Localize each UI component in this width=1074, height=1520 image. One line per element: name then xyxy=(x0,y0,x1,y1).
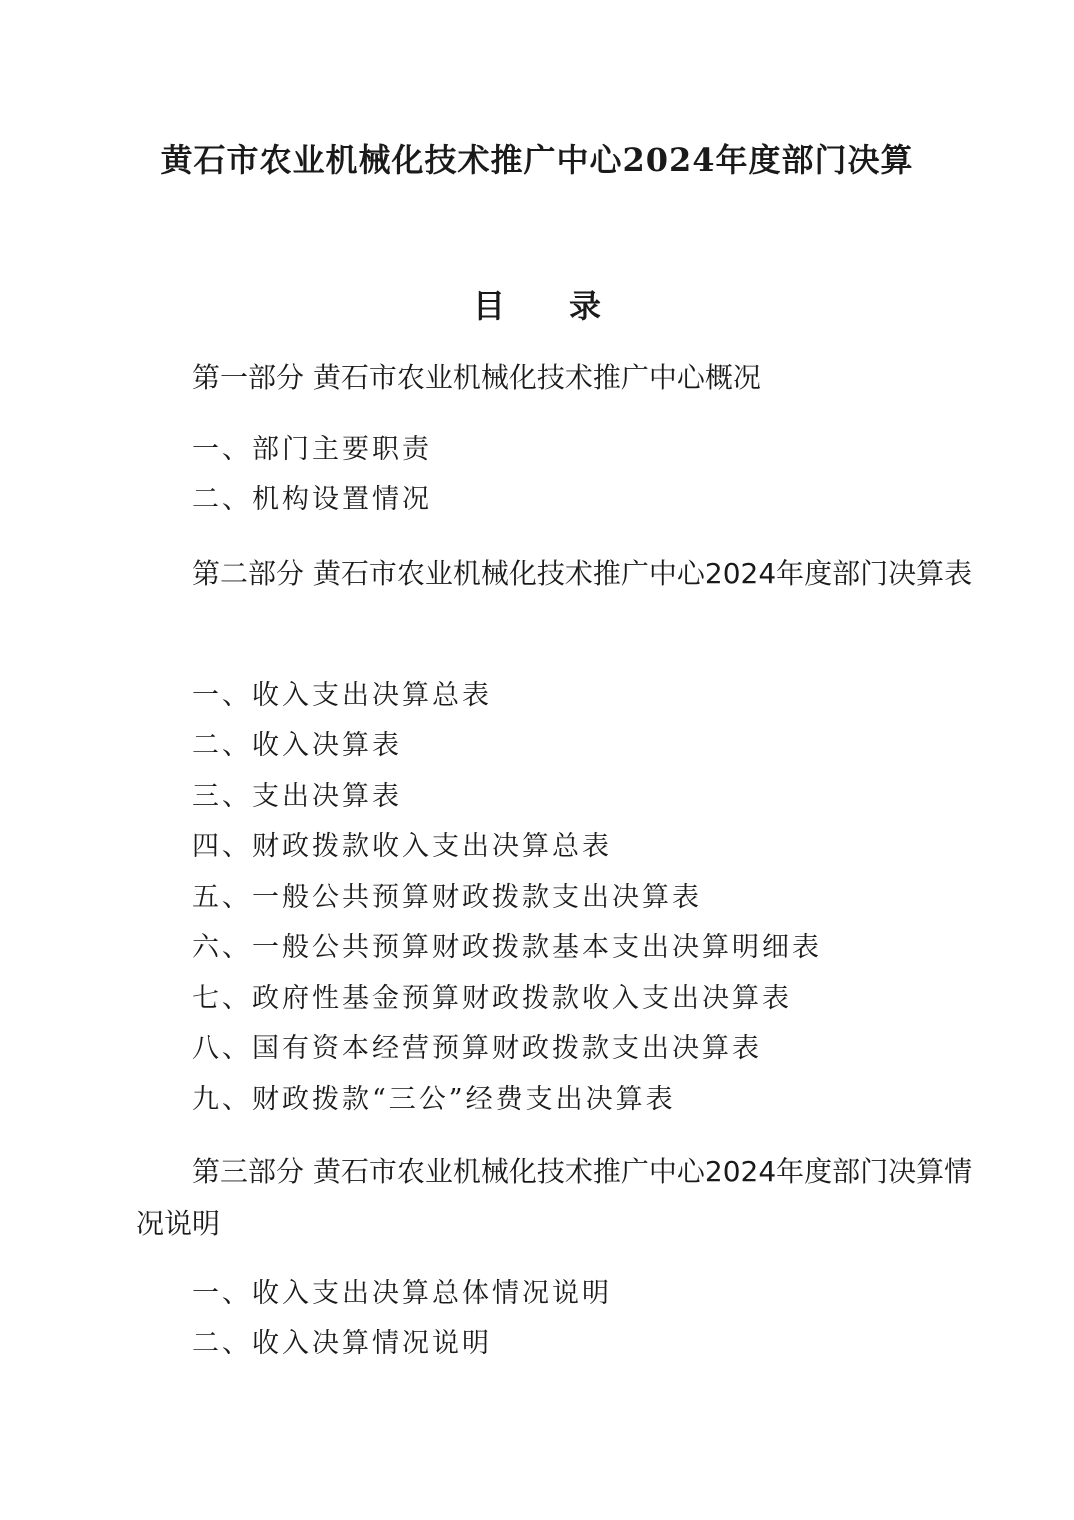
toc-heading xyxy=(0,282,1074,330)
toc-heading-left: 目 xyxy=(472,287,505,325)
toc-item: 一、收入支出决算总表 xyxy=(192,680,492,711)
toc-item: 八、国有资本经营预算财政拨款支出决算表 xyxy=(192,1033,762,1064)
part-2-title: 第二部分 黄石市农业机械化技术推广中心2024年度部门决算表 xyxy=(192,557,973,590)
toc-item: 九、财政拨款“三公”经费支出决算表 xyxy=(192,1084,676,1115)
toc-item: 二、收入决算表 xyxy=(192,730,402,761)
toc-item: 二、机构设置情况 xyxy=(192,484,432,515)
toc-item: 六、一般公共预算财政拨款基本支出决算明细表 xyxy=(192,932,822,963)
toc-item: 二、收入决算情况说明 xyxy=(192,1328,492,1359)
toc-item: 四、财政拨款收入支出决算总表 xyxy=(192,831,612,862)
toc-item: 三、支出决算表 xyxy=(192,781,402,812)
toc-item: 一、部门主要职责 xyxy=(192,434,432,465)
part-1-title: 第一部分 黄石市农业机械化技术推广中心概况 xyxy=(192,361,761,394)
toc-heading-right: 录 xyxy=(569,287,602,325)
toc-item: 五、一般公共预算财政拨款支出决算表 xyxy=(192,882,702,913)
part-3-title: 第三部分 黄石市农业机械化技术推广中心2024年度部门决算情况说明 xyxy=(136,1155,973,1240)
toc-item: 七、政府性基金预算财政拨款收入支出决算表 xyxy=(192,983,792,1014)
toc-item: 一、收入支出决算总体情况说明 xyxy=(192,1278,612,1309)
document-title: 黄石市农业机械化技术推广中心2024年度部门决算 xyxy=(160,141,914,179)
